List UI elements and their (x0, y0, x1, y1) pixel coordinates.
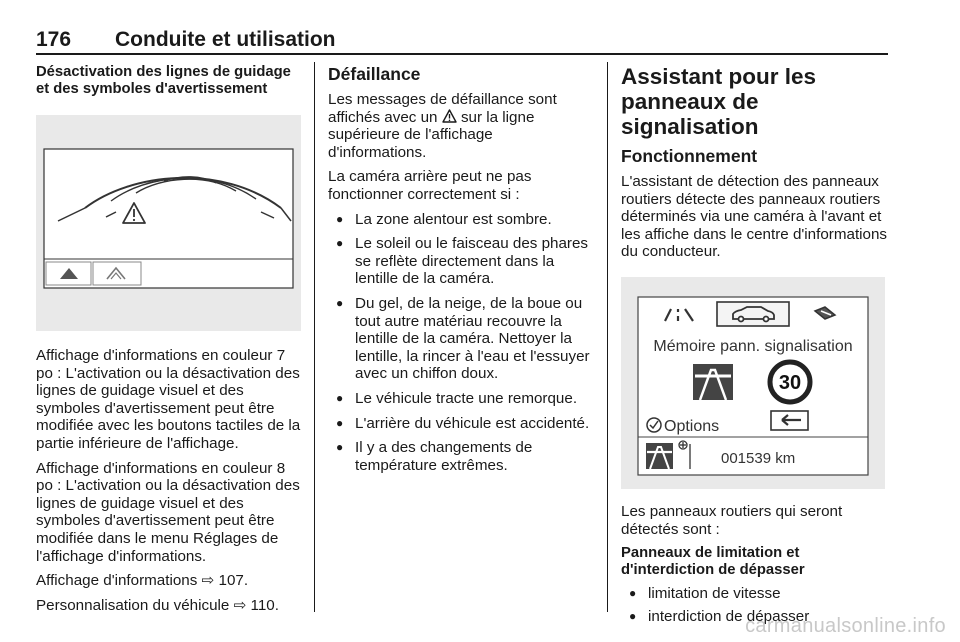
list-item: ● Il y a des changements de température extrêmes. (328, 439, 593, 474)
list-item: ● Le soleil ou le faisceau des phares se reflète directement dans la lentille de la caméra. (328, 235, 593, 288)
motorway-sign-icon (693, 364, 733, 400)
driver-info-display-illustration (621, 277, 885, 489)
column-1 (36, 64, 301, 621)
odometer-text: 001539 km (721, 449, 796, 467)
detected-signs-intro: Les panneaux routiers qui seront détectés sont : (621, 502, 843, 538)
paragraph-7in-display: Affichage d'informations en couleur 7 po : L'activation ou la désactivation des lignes de guidage visuel et des symboles d'avertissement peut être modifiée avec les boutons tactiles de la partie inférieure de l'affichage. (36, 347, 301, 452)
options-label: Options (664, 417, 720, 435)
list-item: ● L'arrière du véhicule est accidenté. (328, 415, 593, 433)
speed-limit-sign (770, 362, 810, 402)
list-item: ● Le véhicule tracte une remorque. (328, 390, 593, 408)
watermark: carmanualsonline.info (745, 615, 946, 637)
info-display-reference: Affichage d'informations ⇨ 107. (36, 572, 249, 590)
camera-conditions-list (328, 211, 593, 475)
malfunction-text-start: Les messages de défaillance sont affichés avec un (328, 91, 557, 126)
menu-title-text: Mémoire pann. signalisation (653, 337, 853, 355)
page-header (36, 28, 888, 52)
limitation-signs-subhead: Panneaux de limitation et d'interdiction de dépasser (621, 545, 805, 578)
chapter-title: Conduite et utilisation (115, 28, 336, 51)
list-item: ● interdiction de dépasser (621, 608, 888, 626)
speed-limit-value: 30 (778, 371, 802, 394)
vehicle-personalization-reference: Personnalisation du véhicule ⇨ 110. (36, 596, 279, 614)
rear-camera-screen-illustration (36, 115, 301, 331)
list-item: ● La zone alentour est sombre. (328, 211, 593, 229)
operation-heading: Fonctionnement (621, 146, 758, 166)
section-title: Assistant pour les panneaux de signalisation (621, 64, 817, 139)
car-tab-button (717, 302, 789, 326)
column-divider-2 (607, 62, 608, 612)
page-number: 176 (36, 28, 72, 51)
camera-conditions-intro: La caméra arrière peut ne pas fonctionner correctement si : (328, 168, 532, 203)
list-item: ● limitation de vitesse (621, 585, 888, 603)
malfunction-text-end: sur la ligne supérieure de l'affichage d'informations. (328, 108, 535, 161)
traffic-sign-display-figure (621, 277, 885, 489)
paragraph-8in-display: Affichage d'informations en couleur 8 po : L'activation ou la désactivation des lignes de guidage visuel et des symboles d'avertissement peut être modifiée dans le menu Réglages de l'affichage d'informations. (36, 459, 300, 565)
header-rule (36, 53, 888, 55)
malfunction-paragraph (328, 91, 593, 161)
column-3 (621, 64, 888, 630)
motorway-small-icon (646, 443, 673, 469)
operation-paragraph: L'assistant de détection des panneaux routiers détecte des panneaux routiers déterminés via une caméra à l'avant et les affiche dans le centre d'informations du conducteur. (621, 173, 888, 261)
warning-triangle-icon (442, 109, 457, 123)
column-divider-1 (314, 62, 315, 612)
rear-camera-figure (36, 115, 301, 331)
guidance-lines-subhead: Désactivation des lignes de guidage et des symboles d'avertissement (36, 64, 291, 97)
malfunction-heading: Défaillance (328, 64, 421, 84)
column-2 (328, 64, 593, 481)
list-item: ● Du gel, de la neige, de la boue ou tout autre matériau recouvre la lentille de la caméra. Nettoyer la lentille, la rincer à l'eau et l'essuyer avec un chiffon doux. (328, 295, 593, 383)
